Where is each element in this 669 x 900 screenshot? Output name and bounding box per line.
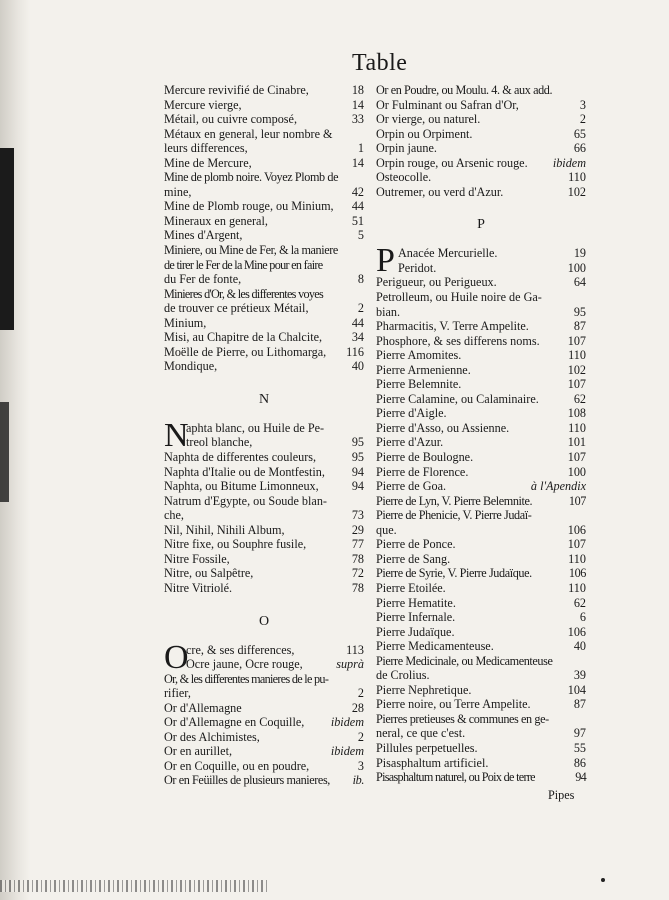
binding-shadow [0,148,14,330]
entry-text: de tirer le Fer de la Mine pour en faire [164,257,323,272]
entry-text: Pharmacitis, V. Terre Ampelite. [376,319,529,334]
entry-page-number: 116 [346,344,364,359]
index-entry [164,112,364,127]
entry-text: Or Fulminant ou Safran d'Or, [376,97,519,112]
entry-text: Pierre d'Asso, ou Assienne. [376,420,510,435]
ink-speck [601,878,605,882]
entry-page-number: 87 [573,697,586,712]
index-entry [164,759,364,774]
entry-page-number: 107 [567,450,586,465]
entry-text: Orpin ou Orpiment. [376,126,473,141]
drop-cap-n: N [164,416,189,454]
index-entry [376,290,586,305]
entry-text: neral, ce que c'est. [376,726,466,741]
index-entry [376,610,586,625]
right-column [376,83,586,785]
index-entry [164,287,364,302]
entry-page-number: 42 [351,184,364,199]
entry-page-number: 18 [351,83,364,97]
entry-text: Or en Coquille, ou en poudre, [164,758,310,773]
entry-text: Phosphore, & ses differens noms. [376,333,540,348]
entry-page-number: 110 [568,170,586,185]
entry-text: Osteocolle. [376,170,432,185]
entry-text: Pierre de Goa. [376,479,447,494]
entry-text: Pierre Amomites. [376,348,462,363]
entry-page-number: 44 [351,315,364,330]
index-entry [164,228,364,243]
entry-page-number: 78 [351,551,364,566]
entry-text: Pierre d'Aigle. [376,406,447,421]
entry-page-number: 33 [351,112,364,127]
entry-page-number: 107 [568,493,586,508]
index-entry [164,494,364,509]
index-entry [376,112,586,127]
index-entry [376,581,586,596]
entry-page-number: 94 [351,464,364,479]
entry-text: Pierre Armenienne. [376,362,471,377]
entry-page-number: ibidem [330,744,364,759]
index-entry [376,465,586,480]
index-entry [398,261,586,276]
section-letter-o: O [258,613,270,629]
index-entry [164,258,364,273]
entry-text: Peridot. [398,260,437,275]
entry-text: bian. [376,304,401,319]
index-entry [164,185,364,200]
entry-page-number: ibidem [552,155,586,170]
index-entry [376,523,586,538]
index-entry [164,359,364,374]
entry-text: Orpin jaune. [376,141,437,156]
entry-text: Nitre Fossile, [164,551,230,566]
entry-page-number: 107 [567,333,586,348]
index-entry [398,246,586,261]
left-column [164,83,364,788]
entry-text: de Crolius. [376,668,430,683]
entry-page-number: 107 [567,377,586,392]
entry-page-number: 86 [573,755,586,770]
entry-text: Pisasphaltum artificiel. [376,755,489,770]
index-entry [376,639,586,654]
index-entry [164,83,364,98]
index-entry [164,672,364,687]
entry-page-number: 3 [579,97,586,112]
index-entry [376,334,586,349]
entry-text: Pisasphaltum naturel, ou Poix de terre [376,770,535,785]
spacer [164,412,364,421]
index-entry [376,305,586,320]
entry-page-number: 62 [573,391,586,406]
index-entry [164,316,364,331]
entry-text: Métaux en general, leur nombre & [164,126,333,141]
index-entry [376,596,586,611]
index-entry [164,686,364,701]
index-entry [164,701,364,716]
index-entry [164,301,364,316]
index-entry [376,170,586,185]
index-entry [164,744,364,759]
entry-text: Outremer, ou verd d'Azur. [376,184,504,199]
entry-page-number: 101 [567,435,586,450]
entry-text: Mine de Plomb rouge, ou Minium, [164,199,334,214]
index-entry [376,537,586,552]
entry-page-number: 104 [567,682,586,697]
entry-text: Minieres d'Or, & les differentes voyes [164,286,324,301]
entry-page-number: 39 [573,668,586,683]
index-entry [376,683,586,698]
entry-text: Naphta de differentes couleurs, [164,450,317,465]
entry-page-number: 110 [568,420,586,435]
index-entry [164,243,364,258]
index-entry [376,494,586,509]
index-entry [376,83,586,98]
p-entries-list [376,275,586,784]
index-entry [164,773,364,788]
entry-text: du Fer de fonte, [164,272,242,287]
entry-text: Mines d'Argent, [164,228,243,243]
catchword: Pipes [548,788,575,802]
entry-text: Perigueur, ou Perigueux. [376,275,497,290]
entry-page-number: 95 [351,435,364,450]
index-entry [376,552,586,567]
index-entry [164,345,364,360]
entry-page-number: 110 [568,348,586,363]
entry-page-number: ib. [352,773,364,788]
index-entry [376,668,586,683]
entry-page-number: 1 [357,141,364,156]
drop-cap-lines [186,421,364,450]
index-entry [376,697,586,712]
index-entry [376,654,586,669]
entry-page-number: 100 [567,464,586,479]
entry-page-number: 66 [573,141,586,156]
entry-text: Pierre de Phenicie, V. Pierre Judaï- [376,508,532,523]
entry-text: Pierres pretieuses & communes en ge- [376,711,549,726]
entry-page-number: 113 [346,642,364,657]
entry-page-number: suprà [336,657,364,672]
entry-text: Or des Alchimistes, [164,729,260,744]
index-entry [376,421,586,436]
index-entry [376,377,586,392]
entry-text: Mercure revivifié de Cinabre, [164,83,309,97]
page-title: Table [352,50,408,76]
index-entry [376,392,586,407]
entry-page-number: 107 [567,537,586,552]
entry-text: Mine de plomb noire. Voyez Plomb de [164,170,339,185]
entry-text: Pierre Medicamenteuse. [376,639,494,654]
entry-text: Nitre fixe, ou Souphre fusile, [164,537,307,552]
entry-page-number: 102 [567,184,586,199]
drop-cap-lines [398,246,586,275]
index-entry [164,523,364,538]
entry-text: Pierre de Boulogne. [376,450,474,465]
entry-text: Pierre Infernale. [376,610,456,625]
entry-text: Mineraux en general, [164,213,268,228]
entry-page-number: 8 [357,272,364,287]
entry-page-number: à l'Apendix [530,479,586,494]
entry-page-number: 73 [351,508,364,523]
index-entry [376,625,586,640]
entry-text: Nitre, ou Salpêtre, [164,566,254,581]
entry-page-number: 34 [351,330,364,345]
entry-text: de trouver ce prétieux Métail, [164,301,309,316]
entry-text: Pierre de Florence. [376,464,469,479]
index-entry [376,508,586,523]
entry-page-number: 2 [579,112,586,127]
index-entry [376,726,586,741]
drop-cap-p: P [376,242,395,280]
entry-text: leurs differences, [164,141,248,156]
entry-page-number: 51 [351,213,364,228]
entry-page-number: 94 [575,770,586,785]
entry-text: aphta blanc, ou Huile de Pe- [186,420,325,435]
entry-text: cre, & ses differences, [186,642,295,657]
index-entry [164,537,364,552]
entry-page-number: 2 [357,686,364,701]
index-entry [164,272,364,287]
spacer [164,596,364,610]
spacer [164,634,364,643]
section-letter-p: P [477,217,485,233]
entry-text: Pierre de Ponce. [376,537,456,552]
m-entries-list [164,83,364,374]
n-entries-list [164,450,364,595]
entry-page-number: 14 [351,155,364,170]
entry-text: Pierre noire, ou Terre Ampelite. [376,697,531,712]
entry-text: Pierre Nephretique. [376,682,472,697]
entry-text: Or, & les differentes manieres de le pu- [164,671,329,686]
entry-page-number: 102 [567,362,586,377]
section-letter-n: N [258,391,270,407]
entry-text: Naphta d'Italie ou de Montfestin, [164,464,325,479]
section-n-first-entry [164,416,364,454]
entry-text: Or d'Allemagne [164,700,242,715]
entry-page-number: 62 [573,595,586,610]
entry-page-number: 5 [357,228,364,243]
index-entry [376,185,586,200]
index-entry [376,406,586,421]
index-entry [376,435,586,450]
index-entry [164,581,364,596]
index-entry [376,566,586,581]
index-entry [186,421,364,436]
entry-text: treol blanche, [186,435,253,450]
entry-page-number: 87 [573,319,586,334]
index-entry [164,566,364,581]
index-entry [376,756,586,771]
entry-text: Natrum d'Egypte, ou Soude blan- [164,493,327,508]
entry-page-number: 6 [579,610,586,625]
binding-shadow [0,402,9,502]
index-entry [186,657,364,672]
drop-cap-lines [186,643,364,672]
entry-text: Petrolleum, ou Huile noire de Ga- [376,290,542,305]
index-entry [376,348,586,363]
index-entry [376,450,586,465]
entry-text: Or vierge, ou naturel. [376,112,481,127]
entry-page-number: 78 [351,580,364,595]
index-entry [164,552,364,567]
entry-text: Orpin rouge, ou Arsenic rouge. [376,155,528,170]
index-entry [376,319,586,334]
index-entry [186,435,364,450]
spacer [164,374,364,388]
entry-text: Pierre Etoilée. [376,580,446,595]
index-entry [376,479,586,494]
entry-page-number: 40 [573,639,586,654]
section-p-first-entry [376,242,586,280]
entry-text: che, [164,508,184,523]
index-entry [376,141,586,156]
index-entry [164,199,364,214]
entry-text: Pierre Calamine, ou Calaminaire. [376,391,539,406]
entry-page-number: 97 [573,726,586,741]
index-entry [164,715,364,730]
entry-page-number: 110 [568,580,586,595]
index-entry [164,508,364,523]
entry-text: Or en Feüilles de plusieurs manieres, [164,773,330,788]
index-entry [376,741,586,756]
entry-text: Ocre jaune, Ocre rouge, [186,657,303,672]
entry-page-number: 64 [573,275,586,290]
entry-text: Pierre Medicinale, ou Medicamenteuse [376,653,553,668]
index-entry [164,98,364,113]
entry-text: Anacée Mercurielle. [398,246,498,261]
entry-page-number: ibidem [330,715,364,730]
scan-artifact-strip [0,880,270,892]
entry-text: Minium, [164,315,207,330]
entry-page-number: 14 [351,97,364,112]
index-entry [376,712,586,727]
entry-text: Mercure vierge, [164,97,242,112]
entry-page-number: 77 [351,537,364,552]
entry-text: Or d'Allemagne en Coquille, [164,715,305,730]
entry-page-number: 110 [568,551,586,566]
entry-page-number: 19 [573,246,586,261]
index-entry [376,156,586,171]
index-entry [164,170,364,185]
entry-page-number: 2 [357,729,364,744]
entry-text: Moëlle de Pierre, ou Lithomarga, [164,344,327,359]
entry-page-number: 100 [567,260,586,275]
entry-page-number: 72 [351,566,364,581]
spacer [376,237,586,246]
entry-text: Misi, au Chapitre de la Chalcite, [164,330,323,345]
entry-page-number: 106 [568,566,586,581]
index-entry [164,141,364,156]
entry-text: Pierre d'Azur. [376,435,444,450]
entry-text: que. [376,522,397,537]
entry-text: Miniere, ou Mine de Fer, & la maniere [164,243,338,258]
index-entry [164,465,364,480]
entry-page-number: 29 [351,522,364,537]
entry-page-number: 108 [567,406,586,421]
entry-page-number: 65 [573,126,586,141]
index-entry [164,330,364,345]
entry-page-number: 106 [567,624,586,639]
index-entry [376,363,586,378]
entry-page-number: 95 [351,450,364,465]
entry-text: Pierre Belemnite. [376,377,462,392]
entry-text: Métail, ou cuivre composé, [164,112,298,127]
entry-text: Mine de Mercure, [164,155,252,170]
entry-page-number: 28 [351,700,364,715]
entry-page-number: 106 [567,522,586,537]
index-entry [164,450,364,465]
entry-page-number: 2 [357,301,364,316]
index-entry [164,479,364,494]
index-entry [186,643,364,658]
index-entry [376,98,586,113]
entry-text: Pierre Judaïque. [376,624,455,639]
section-o-first-entry [164,638,364,676]
index-entry [376,127,586,142]
entry-text: Naphta, ou Bitume Limonneux, [164,479,319,494]
entry-page-number: 94 [351,479,364,494]
entry-text: Or en Poudre, ou Moulu. 4. & aux add. [376,83,553,97]
entry-text: Or en aurillet, [164,744,233,759]
spacer [376,199,586,213]
o-entries-list [164,672,364,788]
entry-text: Pierre de Lyn, V. Pierre Belemnite. [376,493,533,508]
entry-text: mine, [164,184,192,199]
index-entry [164,730,364,745]
entry-text: Pillules perpetuelles. [376,740,478,755]
entry-text: Pierre Hematite. [376,595,456,610]
entry-text: rifier, [164,686,191,701]
entry-text: Pierre de Sang. [376,551,451,566]
entry-page-number: 44 [351,199,364,214]
entry-page-number: 55 [573,740,586,755]
index-entry [164,156,364,171]
index-entry [164,127,364,142]
o-entries-continued-list [376,83,586,199]
index-entry [164,214,364,229]
entry-text: Nitre Vitriolé. [164,580,233,595]
index-entry [376,275,586,290]
entry-page-number: 95 [573,304,586,319]
entry-page-number: 40 [351,359,364,374]
index-entry [376,770,586,785]
entry-text: Pierre de Syrie, V. Pierre Judaïque. [376,566,532,581]
drop-cap-o: O [164,638,189,676]
entry-page-number: 3 [357,758,364,773]
entry-text: Nil, Nihil, Nihili Album, [164,522,285,537]
entry-text: Mondique, [164,359,218,374]
